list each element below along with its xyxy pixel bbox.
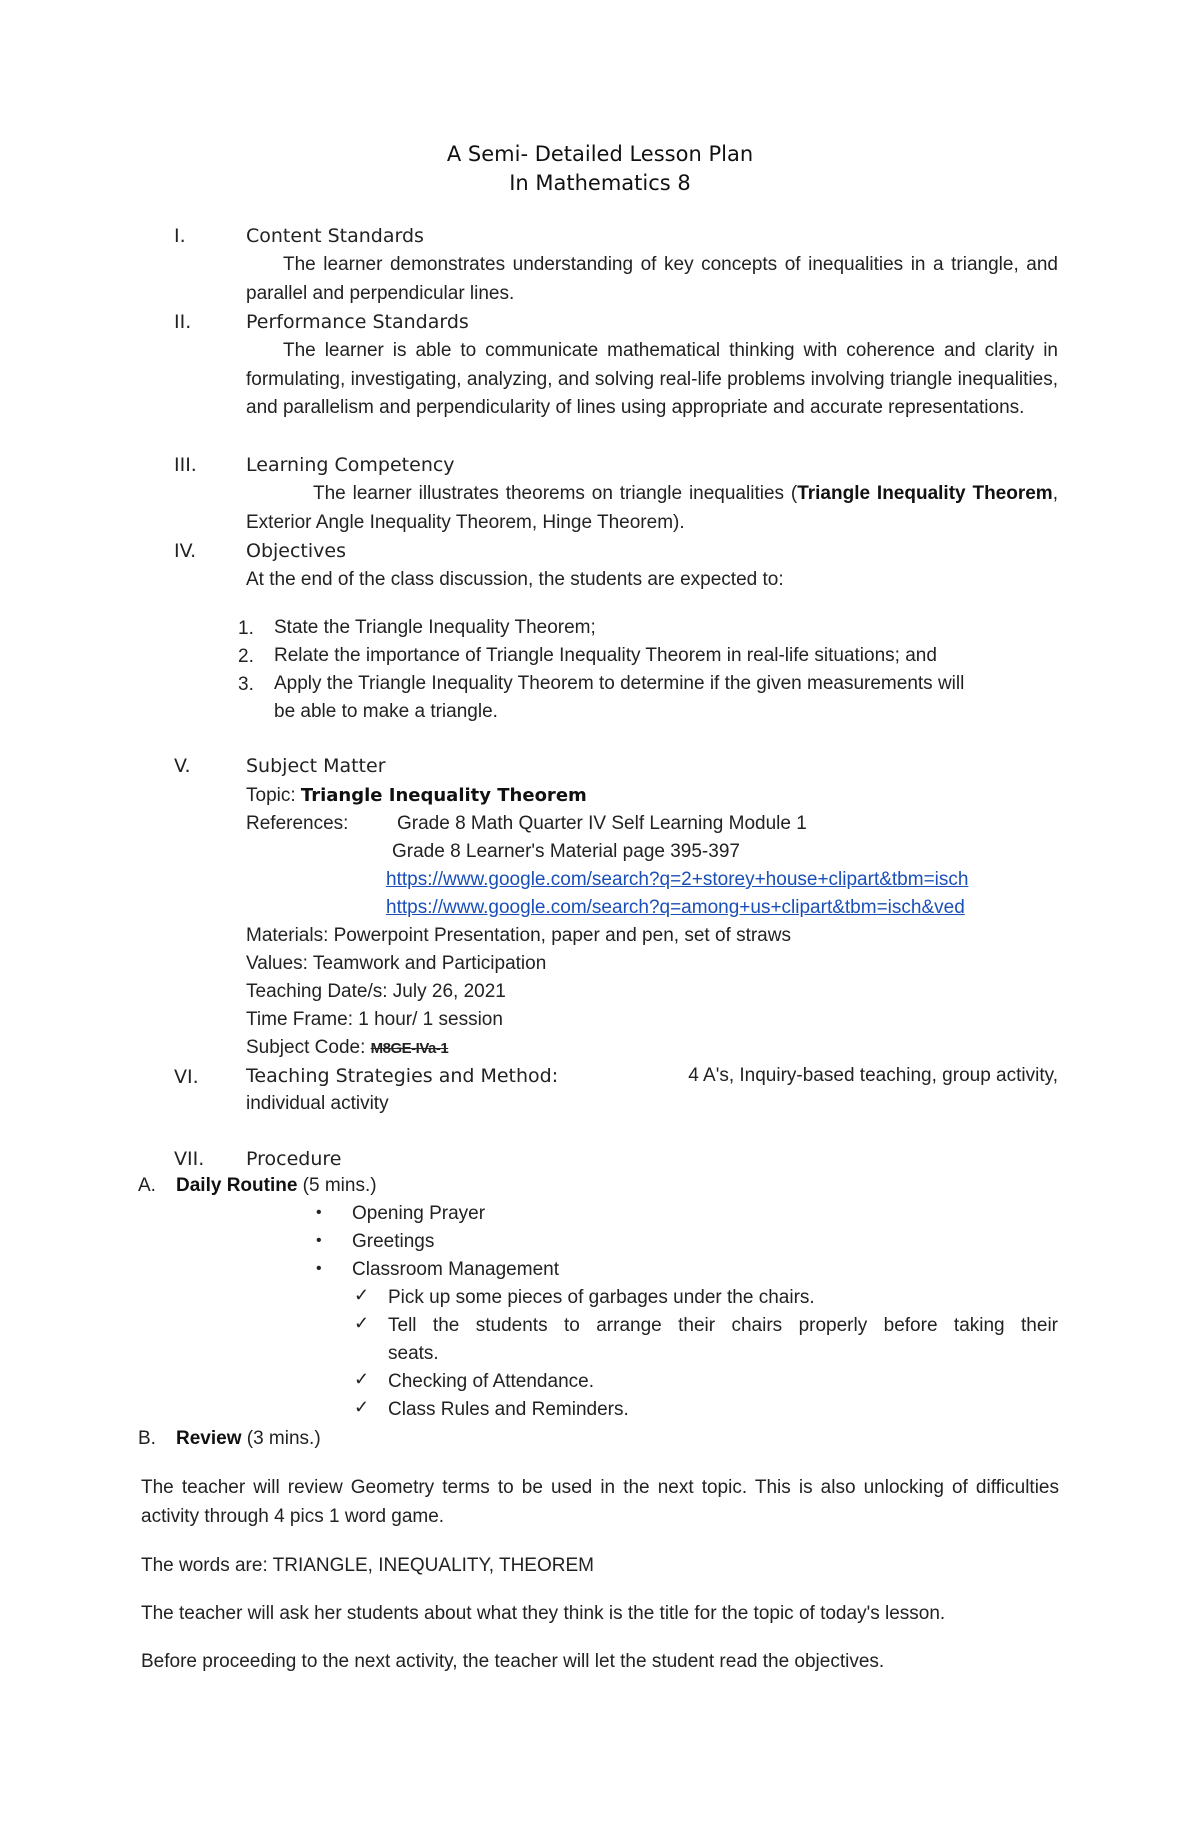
references-label: References: xyxy=(246,813,349,834)
competency-text-end: , Exterior Angle Inequality Theorem, Hinge Theorem). xyxy=(246,483,1058,533)
routine-item: Greetings xyxy=(352,1231,435,1252)
teaching-date-line: Teaching Date/s: July 26, 2021 xyxy=(246,981,506,1002)
checkmark-icon: ✓ xyxy=(354,1397,370,1417)
daily-routine-letter: A. xyxy=(138,1175,156,1196)
review-paragraph: The words are: TRIANGLE, INEQUALITY, THEOREM xyxy=(141,1555,594,1576)
objective-item: Relate the importance of Triangle Inequality Theorem in real-life situations; and xyxy=(274,645,937,666)
subject-code-line xyxy=(246,1034,448,1063)
subject-code-label: Subject Code: xyxy=(246,1037,371,1058)
objective-number: 3. xyxy=(238,674,254,695)
section-numeral: II. xyxy=(174,311,192,333)
objective-number: 1. xyxy=(238,618,254,639)
bullet-icon: • xyxy=(316,1204,322,1221)
checkmark-icon: ✓ xyxy=(354,1313,370,1333)
strategies-text: 4 A's, Inquiry-based teaching, group activity, xyxy=(688,1065,1058,1086)
management-item: Checking of Attendance. xyxy=(388,1371,594,1392)
topic-value: Triangle Inequality Theorem xyxy=(300,785,587,806)
objectives-intro: At the end of the class discussion, the students are expected to: xyxy=(246,569,784,590)
daily-routine-duration: (5 mins.) xyxy=(297,1175,377,1196)
strategies-text-continued: individual activity xyxy=(246,1093,389,1114)
section-heading-learning-competency: Learning Competency xyxy=(246,454,455,476)
daily-routine-heading xyxy=(176,1172,377,1200)
reference-link[interactable]: https://www.google.com/search?q=2+storey+house+clipart&tbm=isch xyxy=(386,869,969,890)
reference-item: Grade 8 Learner's Material page 395-397 xyxy=(392,841,740,862)
topic-label: Topic: xyxy=(246,785,301,806)
review-label: Review xyxy=(176,1428,242,1449)
content-standards-text: The learner demonstrates understanding of key concepts of inequalities in a triangle, and parallel and perpendicular lines. xyxy=(246,254,1058,304)
reference-link[interactable]: https://www.google.com/search?q=among+us+clipart&tbm=isch&ved xyxy=(386,897,965,918)
review-duration: (3 mins.) xyxy=(241,1428,321,1449)
section-numeral: V. xyxy=(174,755,191,777)
document-title: A Semi- Detailed Lesson Plan xyxy=(446,142,754,166)
management-item: Pick up some pieces of garbages under the chairs. xyxy=(388,1287,815,1308)
section-numeral: VII. xyxy=(174,1148,205,1170)
section-numeral: I. xyxy=(174,225,186,247)
document-subtitle: In Mathematics 8 xyxy=(509,171,691,195)
objective-item-continued: be able to make a triangle. xyxy=(274,701,498,722)
section-heading-performance-standards: Performance Standards xyxy=(246,311,469,333)
section-heading-subject-matter: Subject Matter xyxy=(246,755,386,777)
section-numeral: III. xyxy=(174,454,197,476)
objective-item: Apply the Triangle Inequality Theorem to determine if the given measurements will xyxy=(274,673,965,694)
daily-routine-label: Daily Routine xyxy=(176,1175,298,1196)
management-item: Class Rules and Reminders. xyxy=(388,1399,629,1420)
bullet-icon: • xyxy=(316,1232,322,1249)
section-heading-strategies: Teaching Strategies and Method: xyxy=(246,1065,559,1087)
checkmark-icon: ✓ xyxy=(354,1369,370,1389)
section-heading-content-standards: Content Standards xyxy=(246,225,424,247)
checkmark-icon: ✓ xyxy=(354,1285,370,1305)
strategies-line xyxy=(246,1062,1058,1090)
review-heading xyxy=(176,1425,321,1453)
values-line: Values: Teamwork and Participation xyxy=(246,953,547,974)
materials-line: Materials: Powerpoint Presentation, paper and pen, set of straws xyxy=(246,925,791,946)
topic-line xyxy=(246,782,587,810)
objective-item: State the Triangle Inequality Theorem; xyxy=(274,617,596,638)
objective-number: 2. xyxy=(238,646,254,667)
review-paragraph: The teacher will ask her students about what they think is the title for the topic of today's lesson. xyxy=(141,1603,946,1624)
section-heading-objectives: Objectives xyxy=(246,540,346,562)
competency-text-start: The learner illustrates theorems on triangle inequalities ( xyxy=(313,483,798,504)
bullet-icon: • xyxy=(316,1260,322,1277)
reference-item: Grade 8 Math Quarter IV Self Learning Module 1 xyxy=(397,813,807,834)
review-letter: B. xyxy=(138,1428,156,1449)
review-paragraph: Before proceeding to the next activity, the teacher will let the student read the objectives. xyxy=(141,1651,885,1672)
management-item: Tell the students to arrange their chairs properly before taking their xyxy=(388,1315,1058,1336)
section-heading-procedure: Procedure xyxy=(246,1148,342,1170)
performance-standards-text: The learner is able to communicate mathematical thinking with coherence and clarity in formulating, investigating, analyzing, and solving real-life problems involving triangle inequalities, and parallelism and perpendicularity of lines using appropriate and accurate representations. xyxy=(246,340,1058,418)
section-numeral: IV. xyxy=(174,540,197,562)
learning-competency-text xyxy=(246,480,1058,537)
competency-bold-theorem: Triangle Inequality Theorem xyxy=(797,483,1053,504)
section-numeral: VI. xyxy=(174,1066,199,1088)
review-paragraph: The teacher will review Geometry terms to be used in the next topic. This is also unlocking of difficulties activity through 4 pics 1 word game. xyxy=(141,1477,1059,1527)
routine-item: Classroom Management xyxy=(352,1259,559,1280)
routine-item: Opening Prayer xyxy=(352,1203,486,1224)
time-frame-line: Time Frame: 1 hour/ 1 session xyxy=(246,1009,503,1030)
management-item-continued: seats. xyxy=(388,1343,439,1364)
subject-code-value: M8GE-IVa-1 xyxy=(370,1040,449,1057)
